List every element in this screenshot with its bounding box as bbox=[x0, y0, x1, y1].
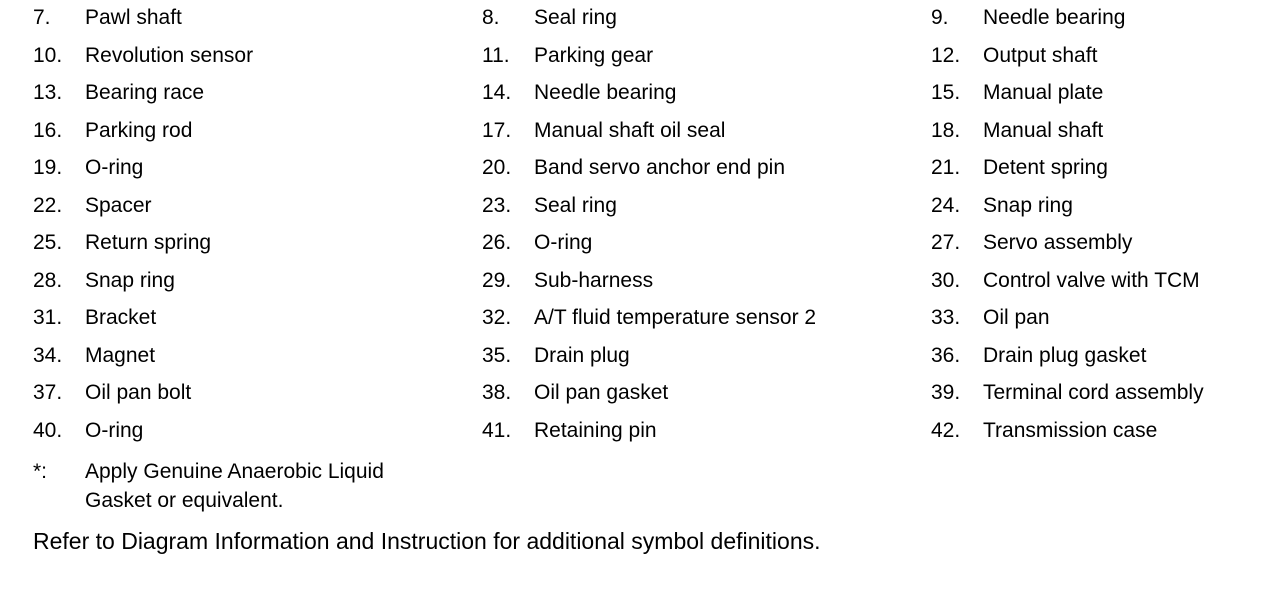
item-number: 18. bbox=[931, 118, 961, 142]
item-number: 24. bbox=[931, 193, 961, 217]
legend-row bbox=[0, 225, 1280, 263]
item-number: 17. bbox=[482, 118, 512, 142]
item-label: Parking gear bbox=[534, 43, 654, 67]
item-number: 36. bbox=[931, 343, 961, 367]
item-number: 10. bbox=[33, 43, 63, 67]
item-label: Manual shaft oil seal bbox=[534, 118, 726, 142]
item-label: Drain plug bbox=[534, 343, 630, 367]
item-label: Band servo anchor end pin bbox=[534, 156, 786, 179]
item-number: 20. bbox=[482, 156, 512, 179]
item-label: Detent spring bbox=[983, 156, 1108, 179]
item-number: 11. bbox=[482, 43, 510, 67]
item-number: 38. bbox=[482, 381, 512, 404]
legend-row bbox=[0, 413, 1280, 451]
item-label: Retaining pin bbox=[534, 418, 657, 442]
item-number: 33. bbox=[931, 306, 961, 329]
legend-row bbox=[0, 263, 1280, 301]
item-label: Manual plate bbox=[983, 81, 1104, 104]
item-number: 40. bbox=[33, 418, 63, 442]
item-number: 8. bbox=[482, 6, 500, 29]
item-label: Needle bearing bbox=[983, 6, 1126, 29]
item-number: 27. bbox=[931, 231, 961, 254]
legend-row bbox=[0, 375, 1280, 413]
item-label: O-ring bbox=[85, 418, 144, 442]
item-number: 13. bbox=[33, 81, 63, 104]
item-label: Manual shaft bbox=[983, 118, 1104, 142]
item-number: 25. bbox=[33, 231, 63, 254]
item-label: Magnet bbox=[85, 343, 156, 367]
item-number: 34. bbox=[33, 343, 63, 367]
item-number: 16. bbox=[33, 118, 63, 142]
item-label: Seal ring bbox=[534, 193, 617, 217]
legend-row bbox=[0, 38, 1280, 76]
item-number: 19. bbox=[33, 156, 63, 179]
item-label: Output shaft bbox=[983, 43, 1098, 67]
item-number: 32. bbox=[482, 306, 512, 329]
item-label: Oil pan bolt bbox=[85, 381, 192, 404]
note-text: Apply Genuine Anaerobic Liquid Gasket or equivalent. bbox=[85, 460, 384, 512]
item-number: 26. bbox=[482, 231, 512, 254]
item-number: 14. bbox=[482, 81, 512, 104]
item-label: Seal ring bbox=[534, 6, 617, 29]
item-label: Snap ring bbox=[983, 193, 1073, 217]
legend-row bbox=[0, 338, 1280, 376]
item-label: Return spring bbox=[85, 231, 212, 254]
item-label: Control valve with TCM bbox=[983, 268, 1200, 292]
item-number: 22. bbox=[33, 193, 63, 217]
item-label: Drain plug gasket bbox=[983, 343, 1147, 367]
item-number: 23. bbox=[482, 193, 512, 217]
item-number: 42. bbox=[931, 418, 961, 442]
item-label: Oil pan bbox=[983, 306, 1050, 329]
item-label: Spacer bbox=[85, 193, 152, 217]
item-label: Parking rod bbox=[85, 118, 193, 142]
footer-reference-text: Refer to Diagram Information and Instruction for additional symbol definitions. bbox=[33, 528, 821, 554]
item-label: Bracket bbox=[85, 306, 157, 329]
item-label: Bearing race bbox=[85, 81, 205, 104]
item-label: Transmission case bbox=[983, 418, 1158, 442]
item-number: 30. bbox=[931, 268, 961, 292]
item-label: Revolution sensor bbox=[85, 43, 254, 67]
note-symbol: *: bbox=[33, 460, 48, 483]
item-label: Snap ring bbox=[85, 268, 175, 292]
item-label: Servo assembly bbox=[983, 231, 1133, 254]
item-label: Pawl shaft bbox=[85, 6, 182, 29]
item-label: Needle bearing bbox=[534, 81, 677, 104]
legend-row bbox=[0, 75, 1280, 113]
item-number: 12. bbox=[931, 43, 961, 67]
legend-row bbox=[0, 150, 1280, 188]
item-label: Terminal cord assembly bbox=[983, 381, 1204, 404]
item-label: O-ring bbox=[85, 156, 144, 179]
item-number: 37. bbox=[33, 381, 63, 404]
item-label: A/T fluid temperature sensor 2 bbox=[534, 306, 817, 329]
item-number: 7. bbox=[33, 6, 51, 29]
legend-row bbox=[0, 0, 1280, 38]
item-number: 35. bbox=[482, 343, 512, 367]
item-number: 21. bbox=[931, 156, 961, 179]
item-number: 28. bbox=[33, 268, 63, 292]
item-label: O-ring bbox=[534, 231, 593, 254]
item-label: Sub-harness bbox=[534, 268, 654, 292]
item-number: 41. bbox=[482, 418, 512, 442]
legend-row bbox=[0, 300, 1280, 338]
item-label: Oil pan gasket bbox=[534, 381, 669, 404]
item-number: 9. bbox=[931, 6, 949, 29]
item-number: 15. bbox=[931, 81, 961, 104]
legend-row bbox=[0, 188, 1280, 226]
item-number: 31. bbox=[33, 306, 63, 329]
item-number: 39. bbox=[931, 381, 961, 404]
legend-row bbox=[0, 113, 1280, 151]
item-number: 29. bbox=[482, 268, 512, 292]
